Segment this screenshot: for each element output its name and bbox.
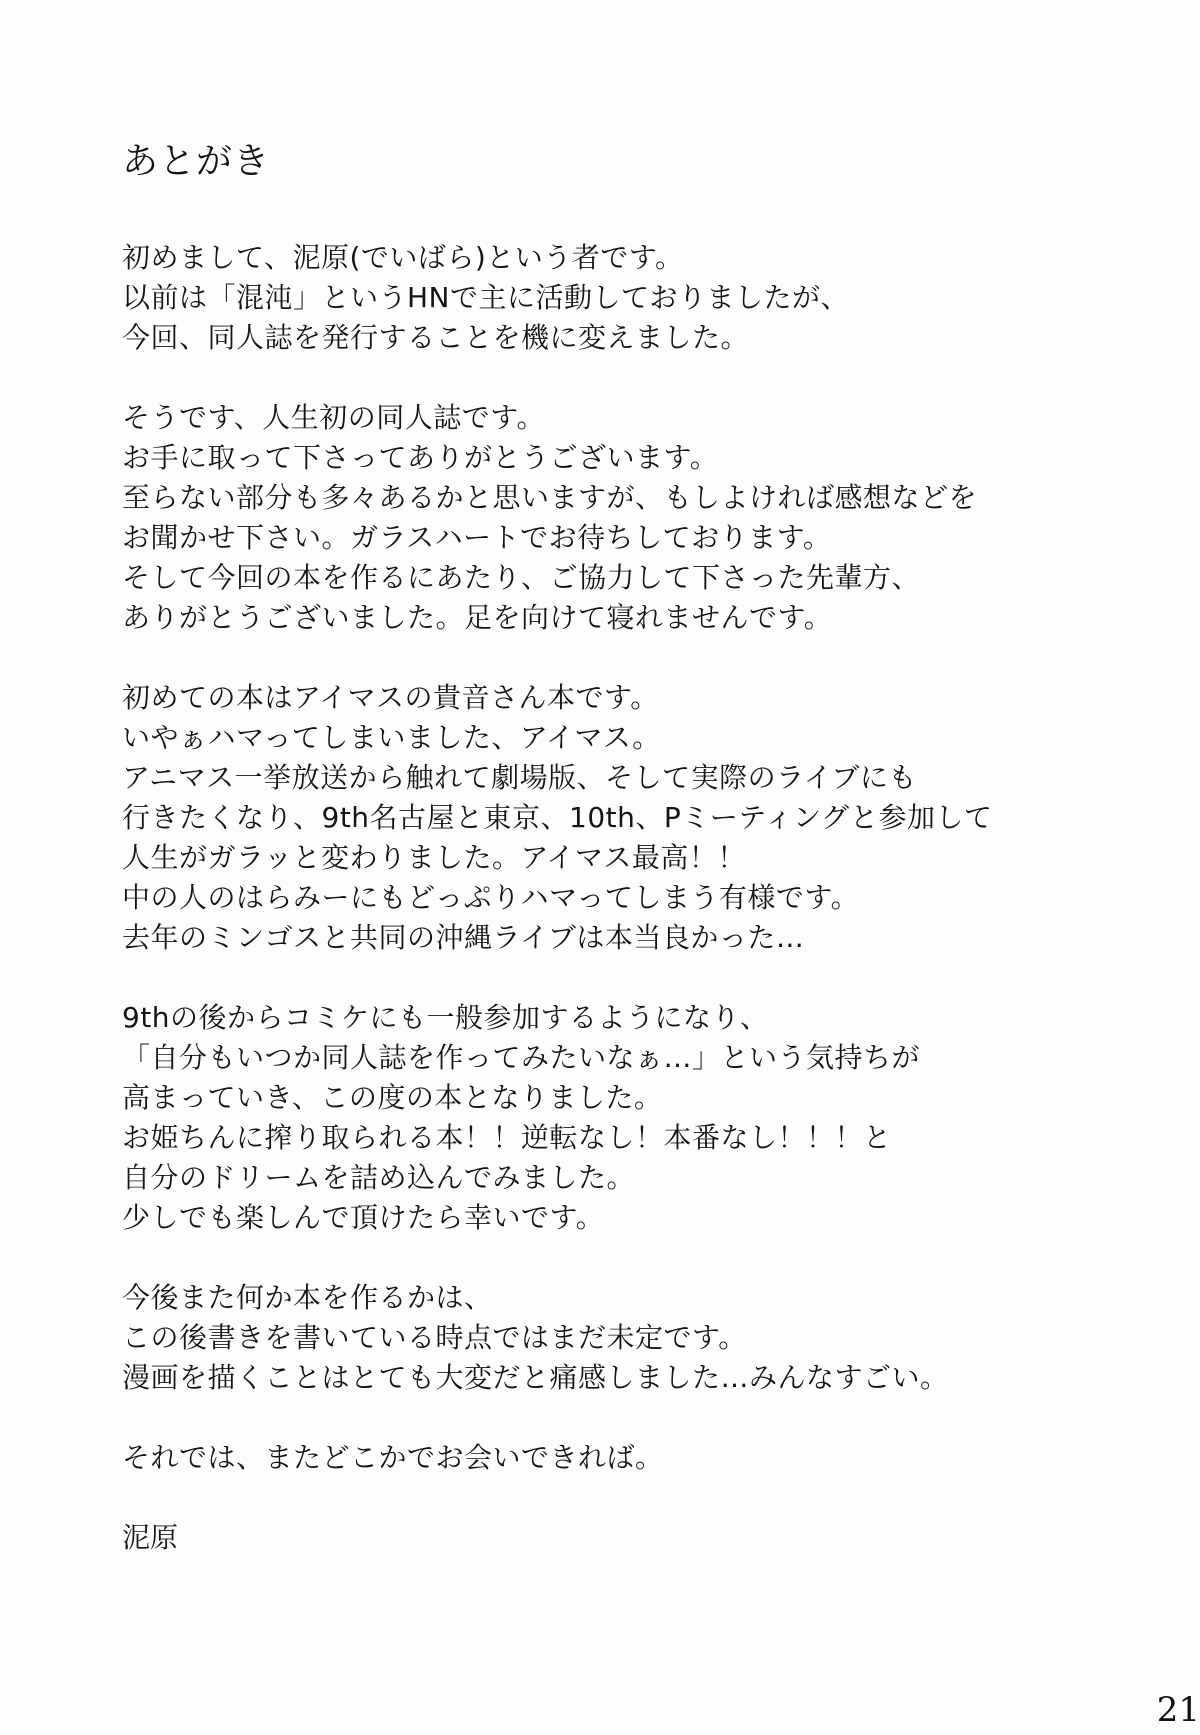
- page-number: 21: [1156, 1690, 1200, 1730]
- paragraph-4: [122, 998, 1122, 1238]
- page-title: あとがき: [122, 141, 271, 182]
- paragraph-5: [122, 1278, 1122, 1398]
- text-line: 今後また何か本を作るかは、: [122, 1281, 493, 1314]
- text-line: 人生がガラッと変わりました。アイマス最高！！: [122, 841, 746, 874]
- text-line: それでは、またどこかでお会いできれば。: [122, 1441, 664, 1474]
- text-line: 高まっていき、この度の本となりました。: [122, 1081, 663, 1114]
- text-line: 行きたくなり、9th名古屋と東京、10th、Pミーティングと参加して: [122, 801, 993, 834]
- text-line: お手に取って下さってありがとうございます。: [122, 441, 719, 474]
- text-line: この後書きを書いている時点ではまだ未定です。: [122, 1321, 747, 1354]
- text-line: そして今回の本を作るにあたり、ご協力して下さった先輩方、: [122, 561, 921, 594]
- paragraph-6: [122, 1438, 1122, 1478]
- paragraph-2: [122, 398, 1122, 638]
- text-line: ありがとうございました。足を向けて寝れませんです。: [122, 601, 833, 634]
- text-line: いやぁハマってしまいました、アイマス。: [122, 721, 661, 754]
- text-line: そうです、人生初の同人誌です。: [122, 401, 546, 434]
- text-line: お姫ちんに搾り取られる本！！逆転なし！本番なし！！！と: [122, 1121, 892, 1154]
- text-line: 少しでも楽しんで頂けたら幸いです。: [122, 1201, 605, 1234]
- text-line: 今回、同人誌を発行することを機に変えました。: [122, 321, 750, 354]
- text-line: 至らない部分も多々あるかと思いますが、もしよければ感想などを: [122, 481, 978, 514]
- text-line: アニマス一挙放送から触れて劇場版、そして実際のライブにも: [122, 761, 917, 794]
- text-line: 去年のミンゴスと共同の沖縄ライブは本当良かった…: [122, 921, 805, 954]
- paragraph-1: [122, 238, 1122, 358]
- text-line: 「自分もいつか同人誌を作ってみたいなぁ…」という気持ちが: [122, 1041, 921, 1074]
- text-line: 初めまして、泥原(でいばら)という者です。: [122, 241, 684, 274]
- paragraph-3: [122, 678, 1122, 958]
- author-signature: 泥原: [122, 1521, 179, 1554]
- text-line: 9thの後からコミケにも一般参加するようになり、: [122, 1001, 769, 1034]
- text-line: お聞かせ下さい。ガラスハートでお待ちしております。: [122, 521, 832, 554]
- text-line: 以前は「混沌」というHNで主に活動しておりましたが、: [122, 281, 850, 314]
- text-line: 初めての本はアイマスの貴音さん本です。: [122, 681, 659, 714]
- text-line: 中の人のはらみーにもどっぷりハマってしまう有様です。: [122, 881, 860, 914]
- text-line: 漫画を描くことはとても大変だと痛感しました…みんなすごい。: [122, 1361, 949, 1394]
- afterword-body: [122, 238, 1122, 1558]
- text-line: 自分のドリームを詰め込んでみました。: [122, 1161, 636, 1194]
